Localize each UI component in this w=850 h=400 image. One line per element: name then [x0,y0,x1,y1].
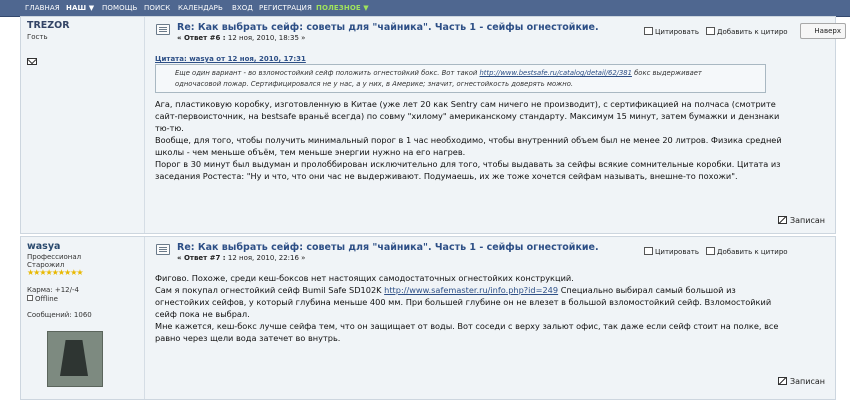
post-meta [177,34,305,42]
post-icon [156,244,170,255]
post-title[interactable]: Re: Как выбрать сейф: советы для "чайника". Часть 1 - сейфы огнестойкие. [177,242,599,253]
add-quote-action[interactable]: Добавить к цитиро [706,247,788,256]
nav-calendar[interactable]: КАЛЕНДАРЬ [178,4,223,12]
poster-rank: Гость [27,33,48,41]
post-link[interactable]: http://www.safemaster.ru/info.php?id=249 [384,285,559,295]
poster-messages: Сообщений: 1060 [27,311,92,319]
saved-indicator: Записан [778,216,825,225]
post-title[interactable]: Re: Как выбрать сейф: советы для "чайника". Часть 1 - сейфы огнестойкие. [177,22,599,33]
poster-info [21,237,145,399]
offline-icon [27,295,33,301]
quote-action[interactable]: Цитировать [644,27,699,36]
quote-block [155,64,766,93]
quote-header[interactable]: Цитата: wasya от 12 ноя, 2010, 17:31 [155,55,306,63]
poster-info [21,17,145,233]
saved-icon [778,377,787,385]
saved-indicator: Записан [778,377,825,386]
nav-login[interactable]: ВХОД [232,4,253,12]
rank-stars-icon: ★★★★★★★★★ [27,268,83,277]
nav-ours[interactable]: НАШ ▼ [66,4,95,12]
post-icon [156,24,170,35]
top-navigation [0,0,850,17]
poster-status: Offline [27,295,58,303]
avatar [47,331,103,387]
poster-karma: Карма: +12/-4 [27,286,79,294]
reply-number: « Ответ #7 : [177,254,226,262]
quote-action[interactable]: Цитировать [644,247,699,256]
poster-rank: Профессионал [27,253,82,261]
post-meta [177,254,305,262]
quote-line: Еще один вариант - во взломостойкий сейф положить огнестойкий бокс. Вот такой http://www.bestsafe.ru/catalog/detail/62/381 бокс выдерживает [175,69,702,77]
nav-search[interactable]: ПОИСК [144,4,171,12]
post-date: 12 ноя, 2010, 18:35 » [227,34,306,42]
scroll-up-button[interactable]: Наверх [800,23,846,39]
quote-icon [644,247,653,255]
nav-useful[interactable]: ПОЛЕЗНОЕ ▼ [316,4,369,12]
quote-line: одночасовой пожар. Сертифицировался не у нас, а у них, в Америке; значит, огнестойкость доверять можно. [175,80,574,88]
nav-home[interactable]: ГЛАВНАЯ [25,4,60,12]
nav-register[interactable]: РЕГИСТРАЦИЯ [259,4,312,12]
reply-number: « Ответ #6 : [177,34,226,42]
quote-icon [644,27,653,35]
add-quote-icon [706,27,715,35]
add-quote-action[interactable]: Добавить к цитиро [706,27,788,36]
post-date: 12 ноя, 2010, 22:16 » [227,254,306,262]
quote-link[interactable]: http://www.bestsafe.ru/catalog/detail/62/381 [479,69,632,77]
poster-rank-2: Старожил [27,261,65,269]
post-body: Фигово. Похоже, среди кеш-боксов нет настоящих самодостаточных огнестойких конструкций. Сам я покупал огнестойкий сейф Bumil Safe SD102K http://www.safemaster.ru/info.php?id=249 Специально выбирал самый большой из огнестойких сейфов, у который глубина меньше 400 мм. При большей глубине он не влезет в большой взломостойкий сейф. Взломостойкий сейф пока не выбрал. Мне кажется, кеш-бокс лучше сейфа тем, что он защищает от воды. Вот соседи с верху зальют офис, так даже если сейф стоит на полке, все равно через щели вода затечет во внутрь. [155,273,779,343]
nav-help[interactable]: ПОМОЩЬ [102,4,138,12]
mail-icon[interactable] [27,58,37,65]
post-body: Ага, пластиковую коробку, изготовленную в Китае (уже лет 20 как Sentry сам ничего не производит), с сертификацией на полчаса (смотрите сайт-первоисточник, на bestsafe враньё всегда) по совму "хилому" американскому стандарту. Максимум 15 минут, затем бумажки и дензнаки тю-тю. Вообще, для того, чтобы получить минимальный порог в 1 час необходимо, чтобы внутренний объем был не менее 20 литров. Физика средней школы - чем меньше объём, тем меньше энергии нужно на его нагрев. Порог в 30 минут был выдуман и пролоббирован исключительно для того, чтобы выдавать за сейфы всякие сомнительные коробки. Цитата из заседания Ростеста: "Ну и что, что они час не выдерживают. Подумаешь, их же тоже хочется сейфам называть, внешне-то похожи". [155,99,782,181]
add-quote-icon [706,247,715,255]
poster-name[interactable]: wasya [27,241,61,252]
saved-icon [778,216,787,224]
poster-name[interactable]: TREZOR [27,20,70,31]
